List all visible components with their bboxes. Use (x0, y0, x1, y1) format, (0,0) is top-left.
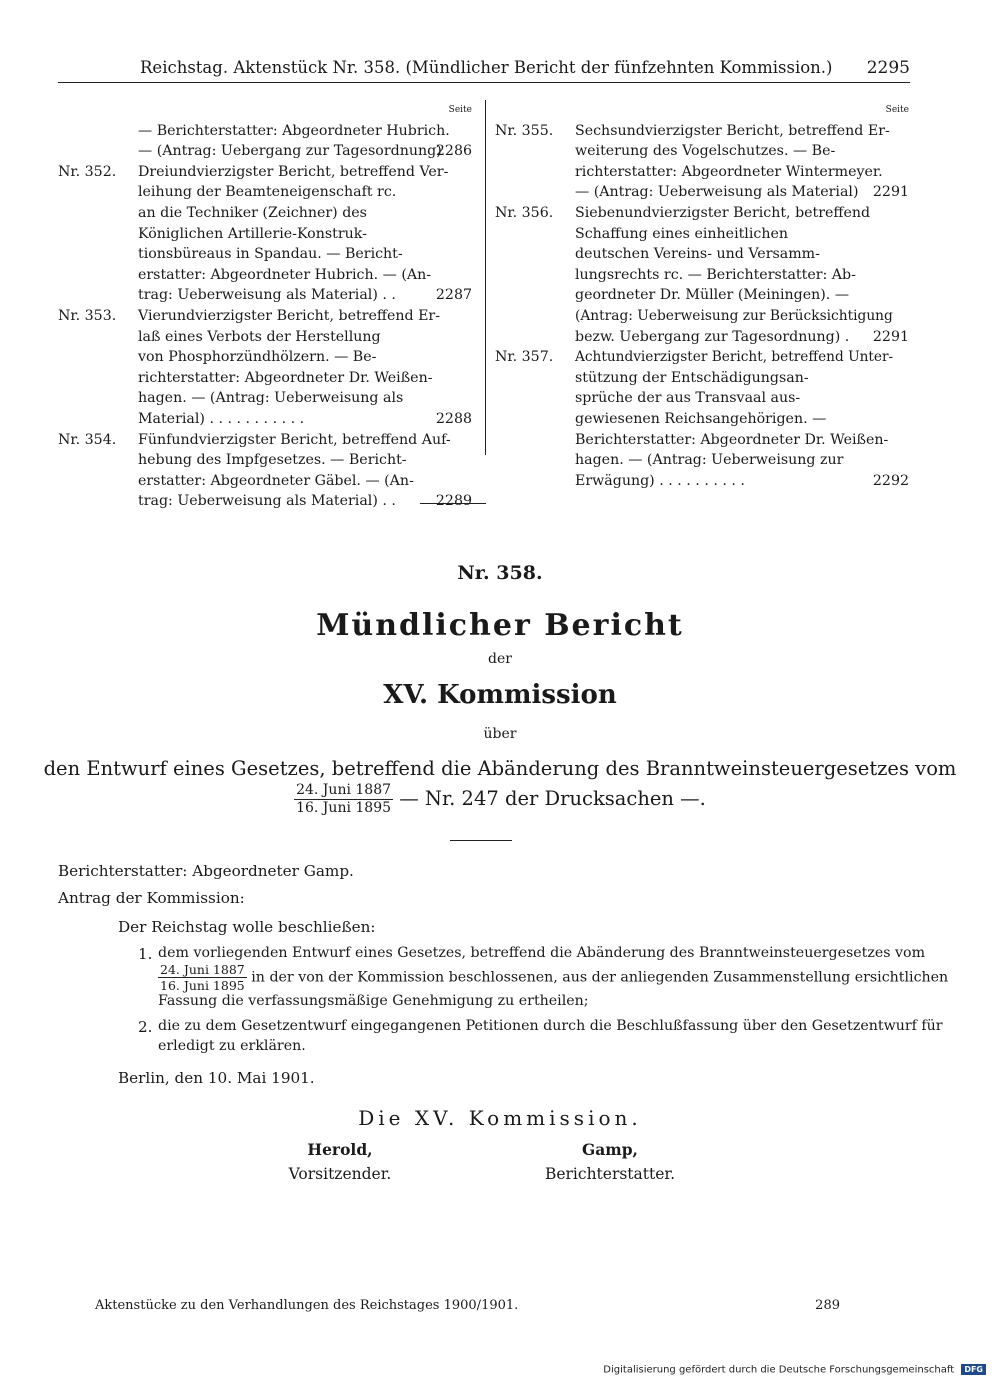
date-fraction (294, 782, 393, 817)
toc-entry-line: an die Techniker (Zeichner) des (138, 205, 367, 221)
toc-entry-page: 2291 (872, 328, 909, 345)
item-2-line-1: die zu dem Gesetzentwurf eingegangenen Petitionen durch die Beschlußfassung über den Gesetzentwurf für (158, 1018, 943, 1034)
toc-entry-line: Berichterstatter: Abgeordneter Dr. Weißen- (575, 431, 889, 448)
toc-entry-line: Fünfundvierzigster Bericht, betreffend Auf- (138, 431, 451, 448)
document-title: Mündlicher Bericht (316, 608, 684, 643)
subject-line-2 (0, 782, 1000, 817)
chair-role: Vorsitzender. (288, 1165, 392, 1183)
toc-entry-line: Sechsundvierzigster Bericht, betreffend Er- (575, 122, 890, 139)
toc-entry-line: geordneter Dr. Müller (Meiningen). — (575, 287, 850, 304)
toc-entry-line: hagen. — (Antrag: Ueberweisung als (138, 390, 404, 407)
item-1-line-2 (158, 962, 948, 993)
date-denominator: 16. Juni 1895 (160, 978, 245, 993)
page-number: 2295 (866, 58, 910, 78)
place-date: Berlin, den 10. Mai 1901. (118, 1069, 315, 1087)
credit-text: Digitalisierung gefördert durch die Deutsche Forschungsgemeinschaft (603, 1364, 955, 1376)
date-numerator: 24. Juni 1887 (160, 962, 245, 977)
signoff: Die XV. Kommission. (358, 1106, 642, 1130)
toc-entry-line: richterstatter: Abgeordneter Wintermeyer. (575, 163, 883, 180)
toc-entry-line: gewiesenen Reichsangehörigen. — (575, 411, 827, 427)
toc-entry-number: Nr. 354. (58, 431, 117, 448)
toc-entry-line: laß eines Verbots der Herstellung (138, 328, 381, 345)
date-fraction (158, 962, 247, 993)
toc-entry-line: Erwägung) . . . . . . . . . . (575, 472, 745, 489)
chair-name: Herold, (307, 1140, 373, 1159)
signature-reporter (510, 1140, 710, 1183)
antrag-line: Antrag der Kommission: (58, 889, 245, 907)
toc-entry-line: deutschen Vereins- und Versamm- (575, 246, 820, 263)
item-2-number: 2. (138, 1018, 153, 1036)
running-header-title: Reichstag. Aktenstück Nr. 358. (Mündlicher Bericht der fünfzehnten Kommission.) (140, 58, 833, 77)
reporter-line: Berichterstatter: Abgeordneter Gamp. (58, 862, 354, 880)
toc-entry-line: tionsbüreaus in Spandau. — Bericht- (138, 246, 403, 263)
footer-page-number: 289 (815, 1298, 840, 1313)
toc-entry-number: Nr. 353. (58, 308, 117, 324)
item-1-line-3: Fassung die verfassungsmäßige Genehmigung zu ertheilen; (158, 993, 589, 1009)
toc-entry-line: bezw. Uebergang zur Tagesordnung) . (575, 328, 850, 345)
subject-line: den Entwurf eines Gesetzes, betreffend die Abänderung des Branntweinsteuergesetzes vom (43, 757, 957, 780)
toc-entry-line: — (Antrag: Ueberweisung als Material) (575, 184, 859, 201)
toc-entry-number: Nr. 356. (495, 205, 554, 221)
toc-entry-line: lungsrechts rc. — Berichterstatter: Ab- (575, 266, 856, 283)
toc-entry-line: Material) . . . . . . . . . . . (138, 411, 305, 427)
commission-name: XV. Kommission (383, 680, 617, 710)
toc-entry-line: Dreiundvierzigster Bericht, betreffend Ver- (138, 163, 449, 180)
toc-entry-line: Achtundvierzigster Bericht, betreffend Unter- (575, 349, 894, 366)
toc-entry-line: — Berichterstatter: Abgeordneter Hubrich. (138, 122, 450, 139)
item-2-line-2: erledigt zu erklären. (158, 1038, 306, 1054)
seite-label: Seite (448, 105, 472, 115)
digitization-credit (603, 1364, 986, 1376)
toc-entry-page: 2286 (435, 143, 472, 160)
toc-entry-line: trag: Ueberweisung als Material) . . (138, 287, 396, 304)
toc-entry-line: von Phosphorzündhölzern. — Be- (138, 349, 377, 366)
beschluss-line: Der Reichstag wolle beschließen: (118, 918, 376, 936)
document-number: Nr. 358. (457, 562, 543, 584)
toc-entry-line: Vierundvierzigster Bericht, betreffend Er- (138, 308, 441, 324)
item-1-line-2-text: in der von der Kommission beschlossenen, aus der anliegenden Zusammenstellung ersichtlichen (251, 969, 949, 986)
toc-entry-line: sprüche der aus Transvaal aus- (575, 390, 801, 407)
toc-entry-page: 2291 (872, 184, 909, 201)
toc-entry-line: Königlichen Artillerie-Konstruk- (138, 225, 367, 242)
toc-entry-line: Schaffung eines einheitlichen (575, 225, 788, 242)
toc-entry-page: 2287 (435, 287, 472, 304)
divider-rule (450, 840, 512, 841)
toc-entry-line: hebung des Impfgesetzes. — Bericht- (138, 452, 407, 469)
seite-label: Seite (885, 105, 909, 115)
toc-entry-line: Siebenundvierzigster Bericht, betreffend (575, 205, 871, 221)
toc-entry-line: leihung der Beamteneigenschaft rc. (138, 184, 397, 201)
toc-entry-number: Nr. 357. (495, 349, 554, 366)
toc-entry-line: (Antrag: Ueberweisung zur Berücksichtigung (575, 308, 893, 324)
item-1-line-1: dem vorliegenden Entwurf eines Gesetzes, betreffend die Abänderung des Branntweinsteuergesetzes vom (158, 945, 926, 961)
toc-entry-page: 2292 (872, 472, 909, 489)
dfg-logo: DFG (961, 1364, 986, 1375)
toc-entry-page: 2289 (435, 493, 472, 510)
header-rule (58, 82, 910, 83)
column-divider (485, 100, 486, 455)
date-numerator: 24. Juni 1887 (296, 782, 392, 798)
date-denominator: 16. Juni 1895 (296, 800, 392, 816)
toc-entry-number: Nr. 352. (58, 163, 117, 180)
divider-rule (420, 503, 486, 504)
toc-entry-line: erstatter: Abgeordneter Hubrich. — (An- (138, 266, 432, 283)
toc-entry-number: Nr. 355. (495, 122, 554, 139)
toc-entry-line: richterstatter: Abgeordneter Dr. Weißen- (138, 369, 433, 386)
toc-entry-page: 2288 (435, 411, 472, 427)
item-1-number: 1. (138, 945, 153, 963)
toc-entry-line: stützung der Entschädigungsan- (575, 369, 809, 386)
footer-source: Aktenstücke zu den Verhandlungen des Reichstages 1900/1901. (95, 1298, 519, 1313)
toc-entry-line: hagen. — (Antrag: Ueberweisung zur (575, 452, 844, 469)
title-ueber: über (483, 726, 517, 742)
signature-chair (240, 1140, 440, 1183)
title-der: der (488, 651, 512, 667)
drucksachen-ref: — Nr. 247 der Drucksachen —. (399, 787, 706, 810)
toc-entry-line: erstatter: Abgeordneter Gäbel. — (An- (138, 472, 414, 489)
toc-entry-line: trag: Ueberweisung als Material) . . (138, 493, 396, 510)
reporter-name: Gamp, (582, 1140, 638, 1159)
reporter-role: Berichterstatter. (544, 1165, 676, 1183)
toc-entry-line: — (Antrag: Uebergang zur Tagesordnung) (138, 143, 442, 160)
toc-entry-line: weiterung des Vogelschutzes. — Be- (575, 143, 836, 160)
